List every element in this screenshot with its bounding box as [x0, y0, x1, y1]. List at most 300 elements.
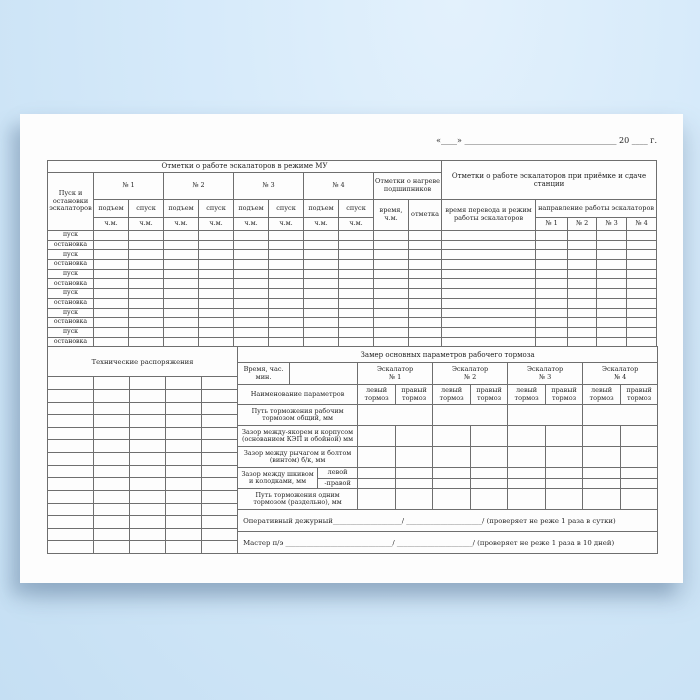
entry-cell[interactable] — [94, 516, 130, 529]
entry-cell[interactable] — [269, 327, 304, 337]
entry-cell[interactable] — [130, 490, 166, 503]
tech-row — [48, 528, 238, 541]
entry-cell[interactable] — [568, 308, 597, 318]
entry-cell[interactable] — [597, 289, 627, 299]
entry-cell[interactable] — [304, 308, 339, 318]
entry-cell[interactable] — [374, 327, 409, 337]
entry-cell[interactable] — [568, 298, 597, 308]
entry-cell[interactable] — [442, 260, 536, 270]
entry-cell[interactable] — [583, 478, 621, 489]
entry-cell[interactable] — [164, 260, 199, 270]
date-line[interactable]: «____» ______________________________________ 20 ____ г. — [436, 136, 657, 145]
entry-cell[interactable] — [304, 269, 339, 279]
entry-cell[interactable] — [339, 269, 374, 279]
entry-cell[interactable] — [199, 260, 234, 270]
entry-cell[interactable] — [583, 447, 621, 468]
entry-cell[interactable] — [621, 468, 658, 479]
entry-cell[interactable] — [304, 318, 339, 328]
entry-cell[interactable] — [471, 478, 508, 489]
entry-cell[interactable] — [48, 453, 94, 466]
entry-cell[interactable] — [234, 231, 269, 241]
entry-cell[interactable] — [583, 468, 621, 479]
entry-cell[interactable] — [396, 426, 433, 447]
entry-cell[interactable] — [409, 289, 442, 299]
entry-cell[interactable] — [164, 289, 199, 299]
entry-cell[interactable] — [48, 389, 94, 402]
up-header: подъем — [304, 200, 339, 218]
entry-cell[interactable] — [202, 377, 238, 390]
time-unit-header: ч.м. — [269, 218, 304, 231]
entry-cell[interactable] — [568, 289, 597, 299]
entry-cell[interactable] — [202, 389, 238, 402]
entry-cell[interactable] — [536, 298, 568, 308]
entry-cell[interactable] — [130, 516, 166, 529]
entry-cell[interactable] — [597, 327, 627, 337]
entry-cell[interactable] — [202, 465, 238, 478]
entry-cell[interactable] — [358, 426, 396, 447]
entry-cell[interactable] — [94, 377, 130, 390]
entry-cell[interactable] — [202, 402, 238, 415]
entry-cell[interactable] — [130, 465, 166, 478]
entry-cell[interactable] — [627, 279, 657, 289]
entry-cell[interactable] — [129, 298, 164, 308]
entry-cell[interactable] — [339, 240, 374, 250]
entry-cell[interactable] — [269, 269, 304, 279]
entry-cell[interactable] — [269, 298, 304, 308]
entry-cell[interactable] — [627, 231, 657, 241]
entry-cell[interactable] — [339, 308, 374, 318]
entry-cell[interactable] — [627, 327, 657, 337]
entry-cell[interactable] — [166, 389, 202, 402]
mu-row — [48, 269, 657, 279]
entry-cell[interactable] — [234, 250, 269, 260]
entry-cell[interactable] — [627, 289, 657, 299]
entry-cell[interactable] — [48, 516, 94, 529]
entry-cell[interactable] — [358, 489, 396, 510]
entry-cell[interactable] — [358, 468, 396, 479]
tech-table-body — [48, 377, 238, 554]
entry-cell[interactable] — [199, 279, 234, 289]
entry-cell[interactable] — [621, 489, 658, 510]
entry-cell[interactable] — [234, 318, 269, 328]
entry-cell[interactable] — [508, 489, 546, 510]
entry-cell[interactable] — [597, 240, 627, 250]
entry-cell[interactable] — [94, 453, 130, 466]
entry-cell[interactable] — [130, 503, 166, 516]
entry-cell[interactable] — [304, 298, 339, 308]
entry-cell[interactable] — [166, 402, 202, 415]
entry-cell[interactable] — [536, 327, 568, 337]
mu-row — [48, 231, 657, 241]
entry-cell[interactable] — [627, 250, 657, 260]
entry-cell[interactable] — [234, 279, 269, 289]
entry-cell[interactable] — [199, 327, 234, 337]
entry-cell[interactable] — [199, 289, 234, 299]
entry-cell[interactable] — [304, 279, 339, 289]
entry-cell[interactable] — [568, 231, 597, 241]
entry-cell[interactable] — [202, 427, 238, 440]
entry-cell[interactable] — [234, 308, 269, 318]
entry-cell[interactable] — [94, 327, 129, 337]
entry-cell[interactable] — [269, 231, 304, 241]
entry-cell[interactable] — [129, 240, 164, 250]
entry-cell[interactable] — [202, 440, 238, 453]
entry-cell[interactable] — [339, 327, 374, 337]
entry-cell[interactable] — [130, 377, 166, 390]
entry-cell[interactable] — [164, 318, 199, 328]
entry-cell[interactable] — [199, 308, 234, 318]
entry-cell[interactable] — [199, 231, 234, 241]
entry-cell[interactable] — [409, 269, 442, 279]
entry-cell[interactable] — [164, 327, 199, 337]
entry-cell[interactable] — [568, 240, 597, 250]
entry-cell[interactable] — [339, 231, 374, 241]
entry-cell[interactable] — [166, 490, 202, 503]
entry-cell[interactable] — [130, 541, 166, 554]
entry-cell[interactable] — [374, 240, 409, 250]
entry-cell[interactable] — [269, 318, 304, 328]
esc-4-header: № 4 — [304, 173, 374, 200]
entry-cell[interactable] — [442, 289, 536, 299]
entry-cell[interactable] — [339, 279, 374, 289]
entry-cell[interactable] — [627, 260, 657, 270]
entry-cell[interactable] — [166, 377, 202, 390]
entry-cell[interactable] — [166, 453, 202, 466]
entry-cell[interactable] — [597, 260, 627, 270]
left-brake-header: левый тормоз — [433, 385, 471, 405]
entry-cell[interactable] — [202, 541, 238, 554]
entry-cell[interactable] — [164, 250, 199, 260]
entry-cell[interactable] — [164, 308, 199, 318]
entry-cell[interactable] — [129, 279, 164, 289]
entry-cell[interactable] — [130, 440, 166, 453]
entry-cell[interactable] — [130, 389, 166, 402]
entry-cell[interactable] — [568, 279, 597, 289]
entry-cell[interactable] — [546, 478, 583, 489]
entry-cell[interactable] — [130, 415, 166, 428]
entry-cell[interactable] — [358, 478, 396, 489]
entry-cell[interactable] — [583, 426, 621, 447]
entry-cell[interactable] — [358, 405, 433, 426]
entry-cell[interactable] — [290, 363, 358, 385]
entry-cell[interactable] — [166, 503, 202, 516]
entry-cell[interactable] — [94, 402, 130, 415]
entry-cell[interactable] — [442, 231, 536, 241]
entry-cell[interactable] — [164, 279, 199, 289]
entry-cell[interactable] — [536, 289, 568, 299]
entry-cell[interactable] — [166, 478, 202, 491]
entry-cell[interactable] — [94, 440, 130, 453]
tech-row — [48, 465, 238, 478]
entry-cell[interactable] — [304, 240, 339, 250]
entry-cell[interactable] — [442, 308, 536, 318]
entry-cell[interactable] — [94, 427, 130, 440]
entry-cell[interactable] — [48, 415, 94, 428]
entry-cell[interactable] — [48, 490, 94, 503]
entry-cell[interactable] — [94, 298, 129, 308]
entry-cell[interactable] — [442, 318, 536, 328]
entry-cell[interactable] — [374, 298, 409, 308]
entry-cell[interactable] — [409, 327, 442, 337]
entry-cell[interactable] — [374, 260, 409, 270]
entry-cell[interactable] — [433, 468, 471, 479]
entry-cell[interactable] — [94, 503, 130, 516]
entry-cell[interactable] — [546, 447, 583, 468]
entry-cell[interactable] — [409, 231, 442, 241]
entry-cell[interactable] — [48, 440, 94, 453]
entry-cell[interactable] — [583, 405, 658, 426]
entry-cell[interactable] — [304, 231, 339, 241]
entry-cell[interactable] — [597, 231, 627, 241]
entry-cell[interactable] — [202, 516, 238, 529]
entry-cell[interactable] — [536, 308, 568, 318]
entry-cell[interactable] — [409, 318, 442, 328]
entry-cell[interactable] — [442, 279, 536, 289]
entry-cell[interactable] — [597, 250, 627, 260]
entry-cell[interactable] — [269, 289, 304, 299]
entry-cell[interactable] — [374, 269, 409, 279]
entry-cell[interactable] — [396, 447, 433, 468]
entry-cell[interactable] — [433, 426, 471, 447]
entry-cell[interactable] — [546, 489, 583, 510]
entry-cell[interactable] — [129, 327, 164, 337]
entry-cell[interactable] — [94, 528, 130, 541]
entry-cell[interactable] — [94, 250, 129, 260]
entry-cell[interactable] — [129, 231, 164, 241]
entry-cell[interactable] — [508, 405, 583, 426]
down-header: спуск — [339, 200, 374, 218]
entry-cell[interactable] — [202, 415, 238, 428]
entry-cell[interactable] — [471, 489, 508, 510]
entry-cell[interactable] — [129, 250, 164, 260]
entry-cell[interactable] — [269, 308, 304, 318]
entry-cell[interactable] — [129, 308, 164, 318]
entry-cell[interactable] — [568, 318, 597, 328]
entry-cell[interactable] — [374, 318, 409, 328]
entry-cell[interactable] — [433, 405, 508, 426]
entry-cell[interactable] — [164, 240, 199, 250]
entry-cell[interactable] — [164, 298, 199, 308]
entry-cell[interactable] — [471, 426, 508, 447]
signature-line-duty-officer[interactable]: Оперативный дежурный____________________/ ______________________/ (проверяет не реже 1 раза в сутки) — [238, 510, 658, 532]
entry-cell[interactable] — [536, 240, 568, 250]
entry-cell[interactable] — [568, 260, 597, 270]
entry-cell[interactable] — [621, 426, 658, 447]
entry-cell[interactable] — [94, 415, 130, 428]
entry-cell[interactable] — [568, 327, 597, 337]
entry-cell[interactable] — [164, 231, 199, 241]
entry-cell[interactable] — [374, 289, 409, 299]
entry-cell[interactable] — [94, 318, 129, 328]
entry-cell[interactable] — [94, 465, 130, 478]
entry-cell[interactable] — [536, 231, 568, 241]
entry-cell[interactable] — [234, 289, 269, 299]
entry-cell[interactable] — [409, 308, 442, 318]
entry-cell[interactable] — [94, 289, 129, 299]
entry-cell[interactable] — [130, 402, 166, 415]
entry-cell[interactable] — [164, 269, 199, 279]
entry-cell[interactable] — [202, 528, 238, 541]
entry-cell[interactable] — [396, 489, 433, 510]
entry-cell[interactable] — [536, 269, 568, 279]
entry-cell[interactable] — [129, 260, 164, 270]
entry-cell[interactable] — [374, 279, 409, 289]
entry-cell[interactable] — [94, 308, 129, 318]
entry-cell[interactable] — [433, 489, 471, 510]
signature-line-master[interactable]: Мастер п/э _______________________________/ ______________________/ (проверяет не реже 1 раза в 10 дней) — [238, 532, 658, 554]
entry-cell[interactable] — [48, 478, 94, 491]
entry-cell[interactable] — [199, 318, 234, 328]
entry-cell[interactable] — [339, 289, 374, 299]
entry-cell[interactable] — [597, 318, 627, 328]
entry-cell[interactable] — [442, 250, 536, 260]
entry-cell[interactable] — [269, 260, 304, 270]
entry-cell[interactable] — [199, 250, 234, 260]
entry-cell[interactable] — [234, 269, 269, 279]
entry-cell[interactable] — [339, 260, 374, 270]
entry-cell[interactable] — [269, 250, 304, 260]
entry-cell[interactable] — [199, 240, 234, 250]
entry-cell[interactable] — [202, 490, 238, 503]
entry-cell[interactable] — [627, 240, 657, 250]
entry-cell[interactable] — [129, 289, 164, 299]
entry-cell[interactable] — [94, 478, 130, 491]
tech-row — [48, 377, 238, 390]
entry-cell[interactable] — [94, 490, 130, 503]
entry-cell[interactable] — [234, 327, 269, 337]
entry-cell[interactable] — [130, 453, 166, 466]
entry-cell[interactable] — [627, 269, 657, 279]
entry-cell[interactable] — [409, 260, 442, 270]
entry-cell[interactable] — [597, 298, 627, 308]
entry-cell[interactable] — [94, 279, 129, 289]
entry-cell[interactable] — [234, 240, 269, 250]
bearing-mark-header: отметка — [409, 200, 442, 231]
entry-cell[interactable] — [130, 528, 166, 541]
entry-cell[interactable] — [621, 447, 658, 468]
entry-cell[interactable] — [94, 269, 129, 279]
entry-cell[interactable] — [339, 250, 374, 260]
entry-cell[interactable] — [409, 240, 442, 250]
entry-cell[interactable] — [536, 318, 568, 328]
entry-cell[interactable] — [94, 389, 130, 402]
entry-cell[interactable] — [583, 489, 621, 510]
entry-cell[interactable] — [94, 231, 129, 241]
entry-cell[interactable] — [166, 427, 202, 440]
direction-col-1: № 1 — [536, 218, 568, 231]
entry-cell[interactable] — [433, 478, 471, 489]
entry-cell[interactable] — [536, 250, 568, 260]
entry-cell[interactable] — [269, 279, 304, 289]
entry-cell[interactable] — [166, 541, 202, 554]
entry-cell[interactable] — [536, 260, 568, 270]
entry-cell[interactable] — [442, 269, 536, 279]
entry-cell[interactable] — [94, 260, 129, 270]
entry-cell[interactable] — [442, 240, 536, 250]
entry-cell[interactable] — [597, 279, 627, 289]
entry-cell[interactable] — [304, 260, 339, 270]
entry-cell[interactable] — [166, 415, 202, 428]
entry-cell[interactable] — [409, 279, 442, 289]
entry-cell[interactable] — [202, 453, 238, 466]
entry-cell[interactable] — [396, 468, 433, 479]
entry-cell[interactable] — [304, 289, 339, 299]
entry-cell[interactable] — [48, 465, 94, 478]
entry-cell[interactable] — [339, 298, 374, 308]
entry-cell[interactable] — [166, 440, 202, 453]
entry-cell[interactable] — [339, 318, 374, 328]
entry-cell[interactable] — [546, 468, 583, 479]
entry-cell[interactable] — [166, 516, 202, 529]
entry-cell[interactable] — [234, 298, 269, 308]
entry-cell[interactable] — [130, 478, 166, 491]
entry-cell[interactable] — [94, 541, 130, 554]
entry-cell[interactable] — [202, 503, 238, 516]
entry-cell[interactable] — [627, 318, 657, 328]
entry-cell[interactable] — [374, 231, 409, 241]
entry-cell[interactable] — [442, 298, 536, 308]
entry-cell[interactable] — [129, 269, 164, 279]
entry-cell[interactable] — [568, 250, 597, 260]
entry-cell[interactable] — [508, 447, 546, 468]
entry-cell[interactable] — [129, 318, 164, 328]
entry-cell[interactable] — [166, 528, 202, 541]
entry-cell[interactable] — [508, 426, 546, 447]
entry-cell[interactable] — [396, 478, 433, 489]
entry-cell[interactable] — [94, 240, 129, 250]
entry-cell[interactable] — [269, 240, 304, 250]
entry-cell[interactable] — [48, 402, 94, 415]
entry-cell[interactable] — [199, 269, 234, 279]
entry-cell[interactable] — [48, 528, 94, 541]
bottom-section — [47, 346, 657, 554]
entry-cell[interactable] — [546, 426, 583, 447]
entry-cell[interactable] — [48, 541, 94, 554]
entry-cell[interactable] — [48, 503, 94, 516]
entry-cell[interactable] — [48, 377, 94, 390]
entry-cell[interactable] — [621, 478, 658, 489]
entry-cell[interactable] — [627, 298, 657, 308]
entry-cell[interactable] — [568, 269, 597, 279]
entry-cell[interactable] — [409, 250, 442, 260]
entry-cell[interactable] — [508, 468, 546, 479]
entry-cell[interactable] — [48, 427, 94, 440]
entry-cell[interactable] — [627, 308, 657, 318]
entry-cell[interactable] — [597, 269, 627, 279]
entry-cell[interactable] — [166, 465, 202, 478]
entry-cell[interactable] — [471, 468, 508, 479]
entry-cell[interactable] — [374, 250, 409, 260]
entry-cell[interactable] — [234, 260, 269, 270]
entry-cell[interactable] — [597, 308, 627, 318]
esc-num: № 1 — [388, 372, 402, 381]
entry-cell[interactable] — [358, 447, 396, 468]
entry-cell[interactable] — [202, 478, 238, 491]
entry-cell[interactable] — [304, 250, 339, 260]
entry-cell[interactable] — [442, 327, 536, 337]
entry-cell[interactable] — [199, 298, 234, 308]
esc-word: Эскалатор — [376, 365, 414, 374]
entry-cell[interactable] — [471, 447, 508, 468]
entry-cell[interactable] — [130, 427, 166, 440]
entry-cell[interactable] — [508, 478, 546, 489]
entry-cell[interactable] — [536, 279, 568, 289]
entry-cell[interactable] — [374, 308, 409, 318]
entry-cell[interactable] — [409, 298, 442, 308]
start-stop-header: Пуск и остановки эскалаторов — [48, 173, 94, 231]
entry-cell[interactable] — [304, 327, 339, 337]
entry-cell[interactable] — [433, 447, 471, 468]
